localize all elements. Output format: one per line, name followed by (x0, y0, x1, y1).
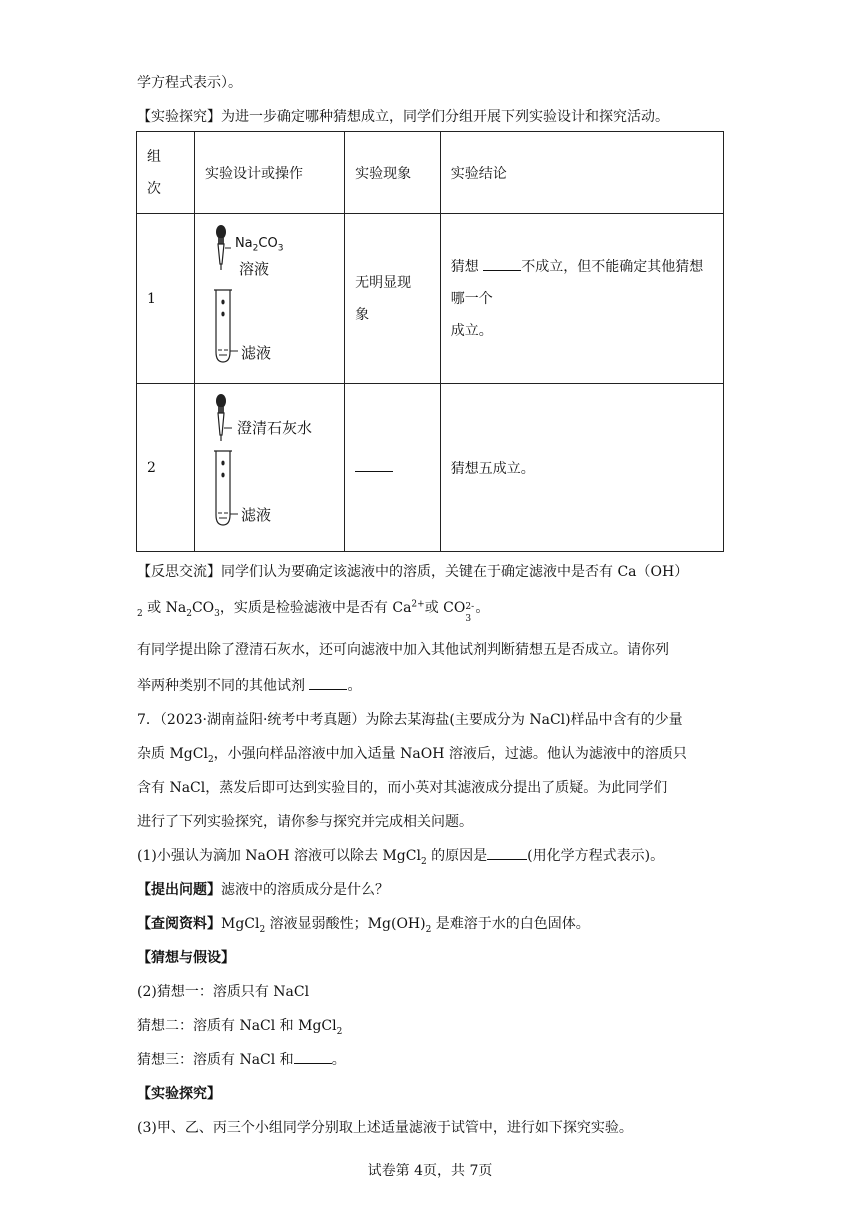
text-line: 猜想三：溶质有 NaCl 和 。 (137, 1052, 346, 1068)
experiment-table (136, 131, 724, 552)
text-line: 进行了下列实验探究，请你参与探究并完成相关问题。 (137, 814, 473, 830)
text-line: 有同学提出除了澄清石灰水，还可向滤液中加入其他试剂判断猜想五是否成立。请你列 (137, 642, 669, 658)
text-line: $_2$ 或 $Na_2CO_3$，实质是检验滤液中是否有 $Ca^{2+}$或 CO 2- 3 。 (137, 599, 490, 624)
answer-blank[interactable] (355, 459, 393, 472)
header-cell-phenomenon: 实验现象 (345, 132, 441, 214)
text-line: 【提出问题】滤液中的溶质成分是什么？ (137, 882, 389, 898)
text-line: (2)猜想一：溶质只有 NaCl (137, 984, 310, 1000)
header-cell-conclusion: 实验结论 (440, 132, 723, 214)
text-line: 杂质 MgCl$_2$，小强向样品溶液中加入适量 NaOH 溶液后，过滤。他认为滤液中的溶质只 (137, 746, 687, 765)
phenomenon-cell (345, 384, 441, 552)
answer-blank[interactable] (309, 677, 347, 690)
text-line: 【实验探究】 (137, 1086, 221, 1102)
text-line: 举两种类别不同的其他试剂 。 (137, 678, 362, 694)
text-line: 【实验探究】为进一步确定哪种猜想成立，同学们分组开展下列实验设计和探究活动。 (137, 109, 669, 125)
answer-blank[interactable] (487, 847, 527, 860)
apparatus-cell (194, 384, 344, 552)
apparatus-diagram (205, 393, 325, 543)
phenomenon-cell: 无明显现 象 (345, 214, 441, 384)
header-text: 次 (147, 180, 161, 197)
group-number: 1 (137, 214, 195, 384)
apparatus-diagram (205, 224, 325, 374)
text-line: 【猜想与假设】 (137, 950, 235, 966)
tube-label: 滤液 (240, 505, 271, 524)
answer-blank[interactable] (294, 1051, 332, 1064)
page-footer: 试卷第 4页，共 7页 (367, 1163, 493, 1179)
tube-label: 滤液 (240, 343, 271, 362)
question-7-line: 7．（2023·湖南益阳·统考中考真题）为除去某海盐(主要成分为 NaCl)样品中含有的少量 (137, 712, 683, 728)
conclusion-cell: 猜想 不成立，但不能确定其他猜想哪一个 成立。 (440, 214, 723, 384)
text-line: 【反思交流】同学们认为要确定该滤液中的溶质，关键在于确定滤液中是否有 Ca（OH） (137, 564, 689, 580)
reagent-label: 澄清石灰水 (236, 418, 312, 437)
reagent-formula: $Na_2CO_3$ (234, 235, 284, 254)
group-number: 2 (137, 384, 195, 552)
conclusion-cell: 猜想五成立。 (440, 384, 723, 552)
answer-blank[interactable] (483, 258, 521, 271)
reagent-label: 溶液 (238, 259, 269, 278)
table-row (137, 384, 724, 552)
text-line: 【查阅资料】MgCl$_2$ 溶液显弱酸性；$Mg(OH)_2$ 是难溶于水的白色固体。 (137, 916, 590, 935)
header-cell-group (137, 132, 195, 214)
text-line: (3)甲、乙、丙三个小组同学分别取上述适量滤液于试管中，进行如下探究实验。 (137, 1120, 633, 1136)
apparatus-cell (194, 214, 344, 384)
header-text: 组 (147, 148, 161, 165)
table-header-row (137, 132, 724, 214)
text-line: 含有 NaCl，蒸发后即可达到实验目的，而小英对其滤液成分提出了质疑。为此同学们 (137, 780, 668, 796)
header-cell-design: 实验设计或操作 (194, 132, 344, 214)
text-line: (1)小强认为滴加 NaOH 溶液可以除去 MgCl$_2$ 的原因是 (用化学方程式表示)。 (137, 848, 665, 867)
table-row (137, 214, 724, 384)
text-line: 猜想二：溶质有 NaCl 和 MgCl$_2$ (137, 1018, 343, 1037)
text-line: 学方程式表示）。 (137, 75, 242, 91)
